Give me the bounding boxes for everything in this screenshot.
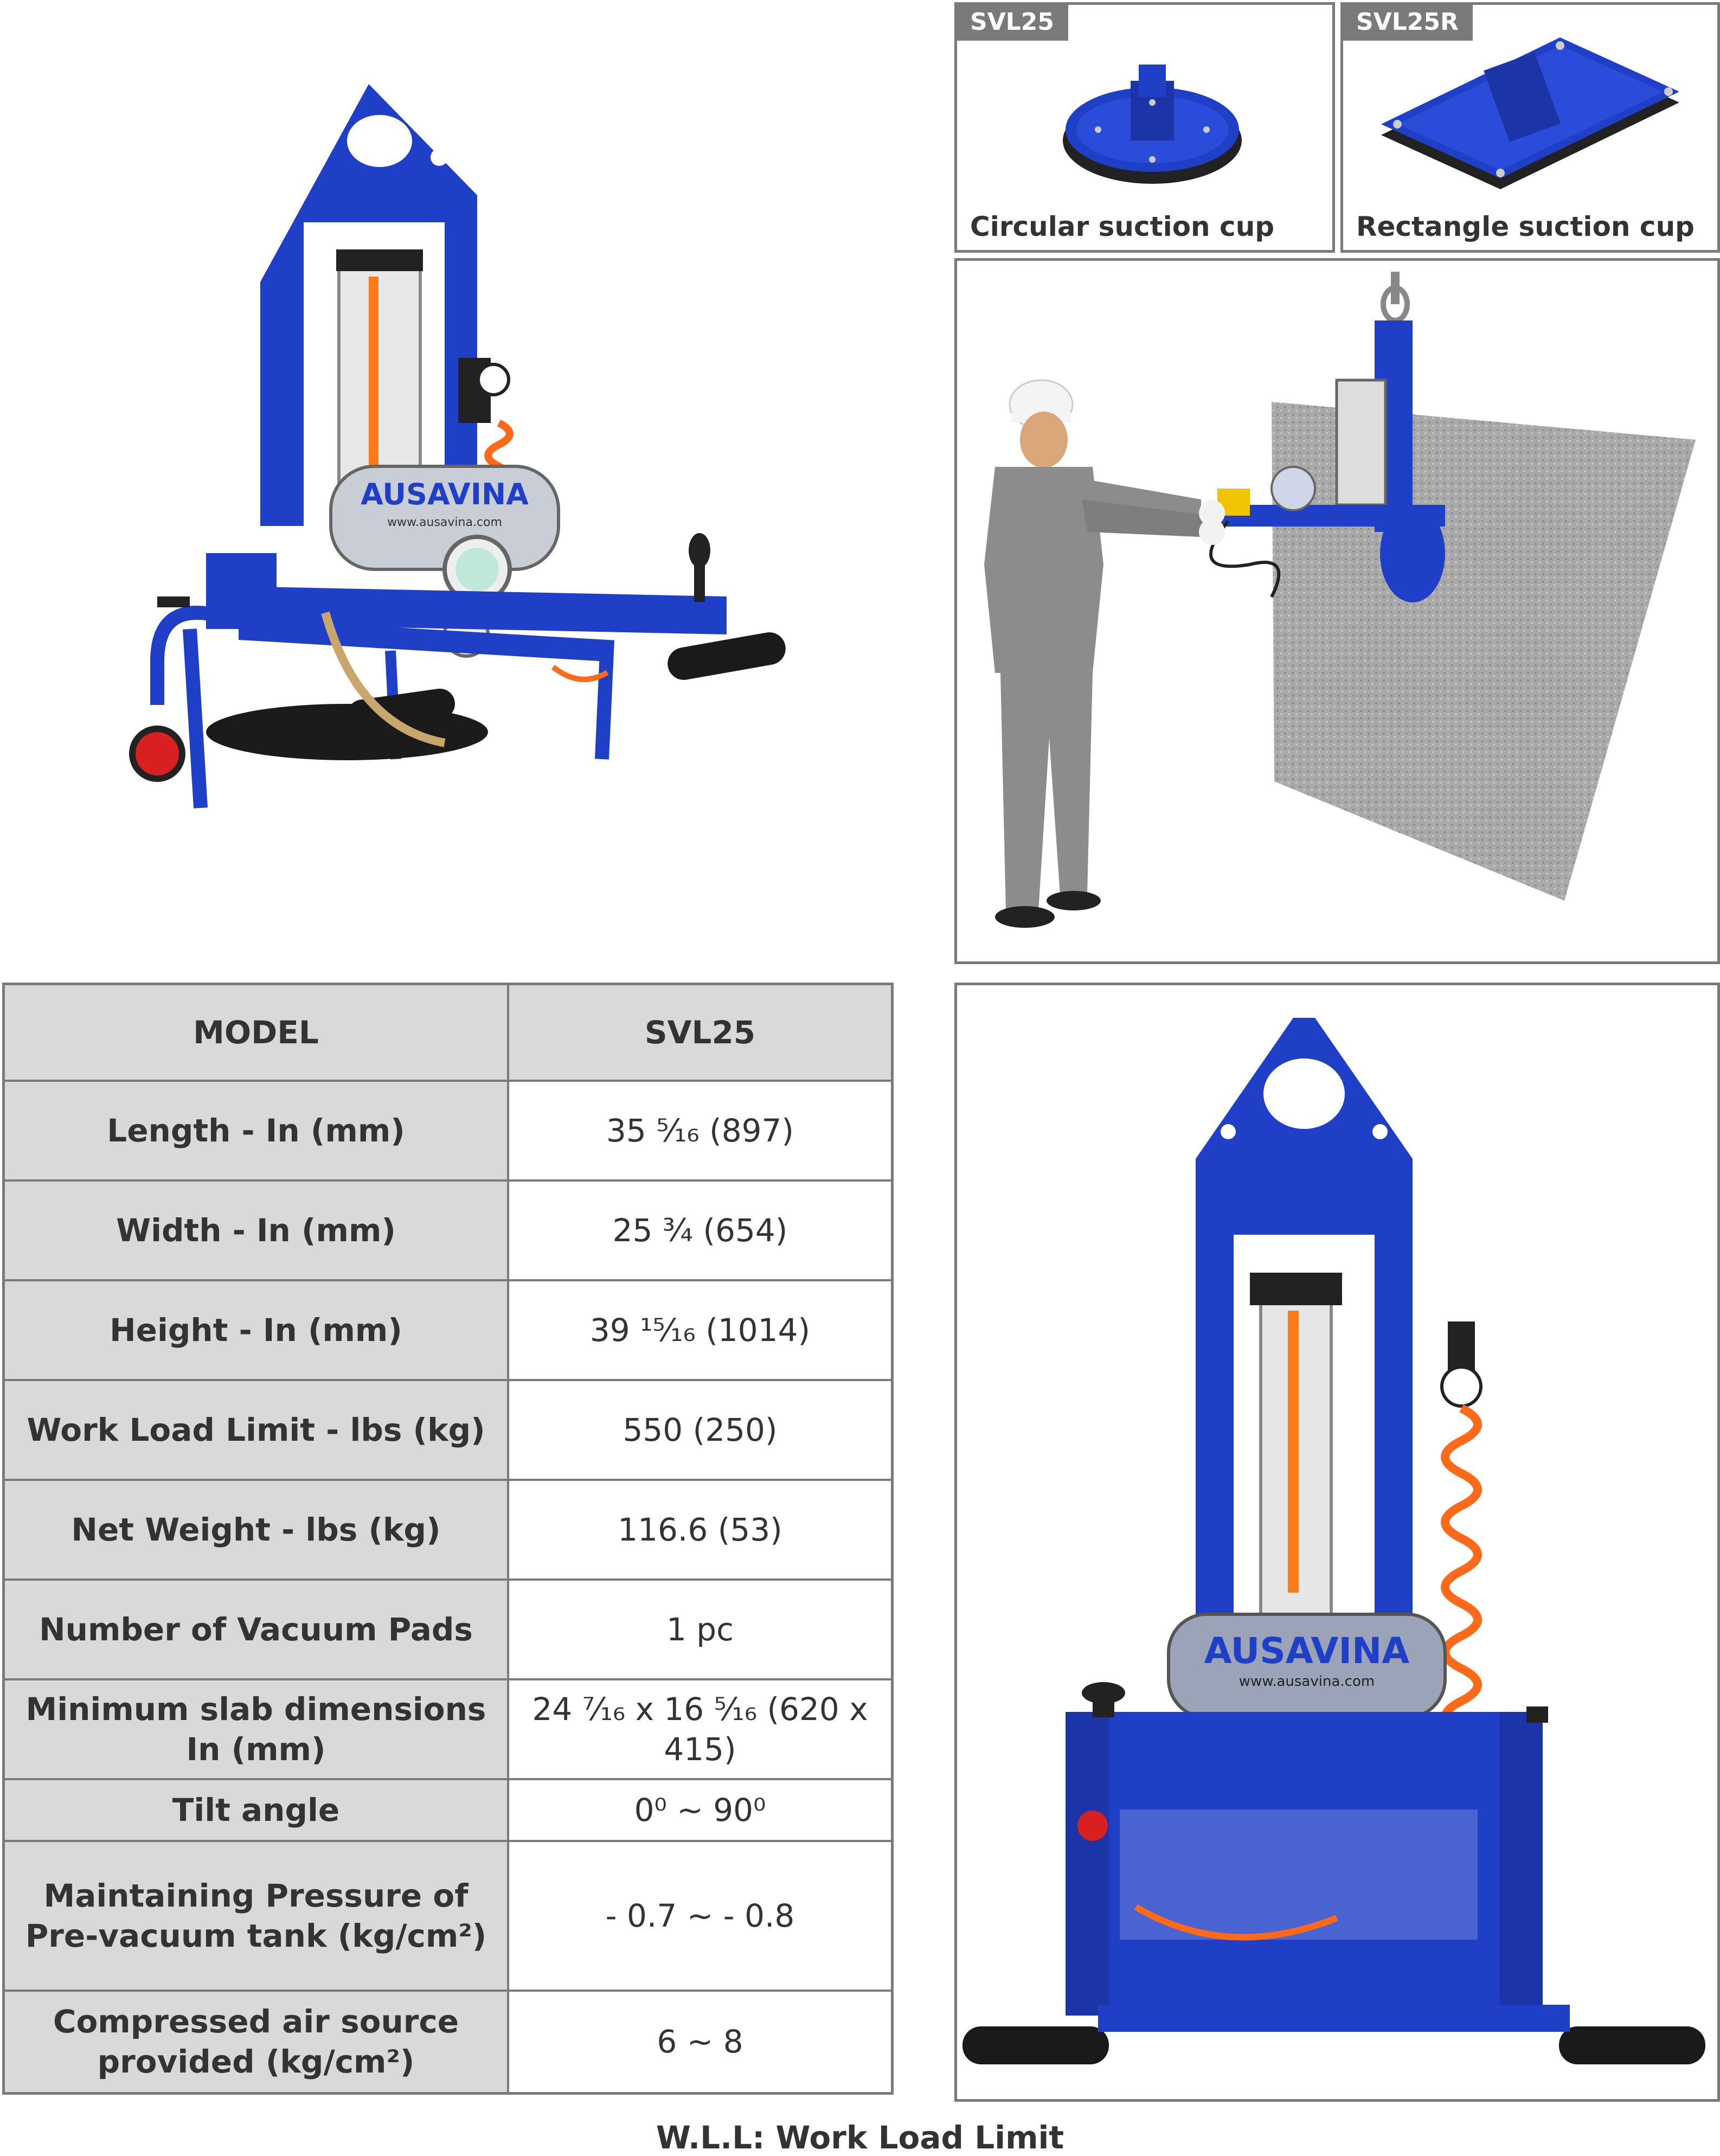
accessory-caption: Rectangle suction cup bbox=[1356, 211, 1695, 242]
spec-label: Number of Vacuum Pads bbox=[4, 1580, 509, 1679]
spec-row-min-slab bbox=[4, 1679, 893, 1779]
spec-header-value: SVL25 bbox=[508, 984, 893, 1081]
spec-label: Net Weight - lbs (kg) bbox=[4, 1480, 509, 1580]
worker-lifting-slab-image bbox=[954, 258, 1720, 964]
spec-value: 0⁰ ~ 90⁰ bbox=[508, 1779, 893, 1841]
spec-row-tilt-angle bbox=[4, 1779, 893, 1841]
spec-label: Minimum slab dimensions In (mm) bbox=[4, 1679, 509, 1779]
spec-label: Width - In (mm) bbox=[4, 1180, 509, 1280]
spec-header-label: MODEL bbox=[4, 984, 509, 1081]
spec-label: Tilt angle bbox=[4, 1779, 509, 1841]
spec-value: 35 ⁵⁄₁₆ (897) bbox=[508, 1081, 893, 1180]
circular-suction-cup-image bbox=[1055, 43, 1250, 200]
spec-label: Length - In (mm) bbox=[4, 1081, 509, 1180]
spec-value: 24 ⁷⁄₁₆ x 16 ⁵⁄₁₆ (620 x 415) bbox=[508, 1679, 893, 1779]
spec-value: - 0.7 ~ - 0.8 bbox=[508, 1841, 893, 1991]
spec-row-width bbox=[4, 1180, 893, 1280]
svg-text:AUSAVINA: AUSAVINA bbox=[361, 477, 529, 511]
spec-value: 1 pc bbox=[508, 1580, 893, 1679]
accessory-caption: Circular suction cup bbox=[970, 211, 1275, 242]
spec-label: Maintaining Pressure of Pre-vacuum tank (kg/cm²) bbox=[4, 1841, 509, 1991]
product-image-front bbox=[954, 983, 1720, 2102]
spec-header-row bbox=[4, 984, 893, 1081]
product-image-main bbox=[65, 76, 846, 868]
svg-text:www.ausavina.com: www.ausavina.com bbox=[1238, 1673, 1375, 1690]
spec-value: 6 ~ 8 bbox=[508, 1991, 893, 2094]
spec-value: 25 ¾ (654) bbox=[508, 1180, 893, 1280]
accessory-card-rectangle bbox=[1340, 2, 1720, 253]
spec-row-compressed-air bbox=[4, 1991, 893, 2094]
spec-value: 39 ¹⁵⁄₁₆ (1014) bbox=[508, 1280, 893, 1380]
spec-value: 550 (250) bbox=[508, 1380, 893, 1480]
spec-row-pressure bbox=[4, 1841, 893, 1991]
spec-label: Height - In (mm) bbox=[4, 1280, 509, 1380]
spec-row-length bbox=[4, 1081, 893, 1180]
spec-label: Compressed air source provided (kg/cm²) bbox=[4, 1991, 509, 2094]
spec-label: Work Load Limit - lbs (kg) bbox=[4, 1380, 509, 1480]
spec-row-net-weight bbox=[4, 1480, 893, 1580]
svg-text:AUSAVINA: AUSAVINA bbox=[1204, 1630, 1410, 1672]
accessory-card-circular bbox=[954, 2, 1335, 253]
rectangle-suction-cup-image bbox=[1365, 37, 1690, 200]
spec-row-height bbox=[4, 1280, 893, 1380]
svg-text:www.ausavina.com: www.ausavina.com bbox=[387, 516, 502, 529]
footnote: W.L.L: Work Load Limit bbox=[656, 2119, 1064, 2156]
accessory-tag: SVL25 bbox=[957, 5, 1068, 41]
spec-row-vacuum-pads bbox=[4, 1580, 893, 1679]
spec-row-work-load-limit bbox=[4, 1380, 893, 1480]
spec-table bbox=[2, 983, 894, 2095]
spec-value: 116.6 (53) bbox=[508, 1480, 893, 1580]
accessory-tag: SVL25R bbox=[1343, 5, 1473, 41]
